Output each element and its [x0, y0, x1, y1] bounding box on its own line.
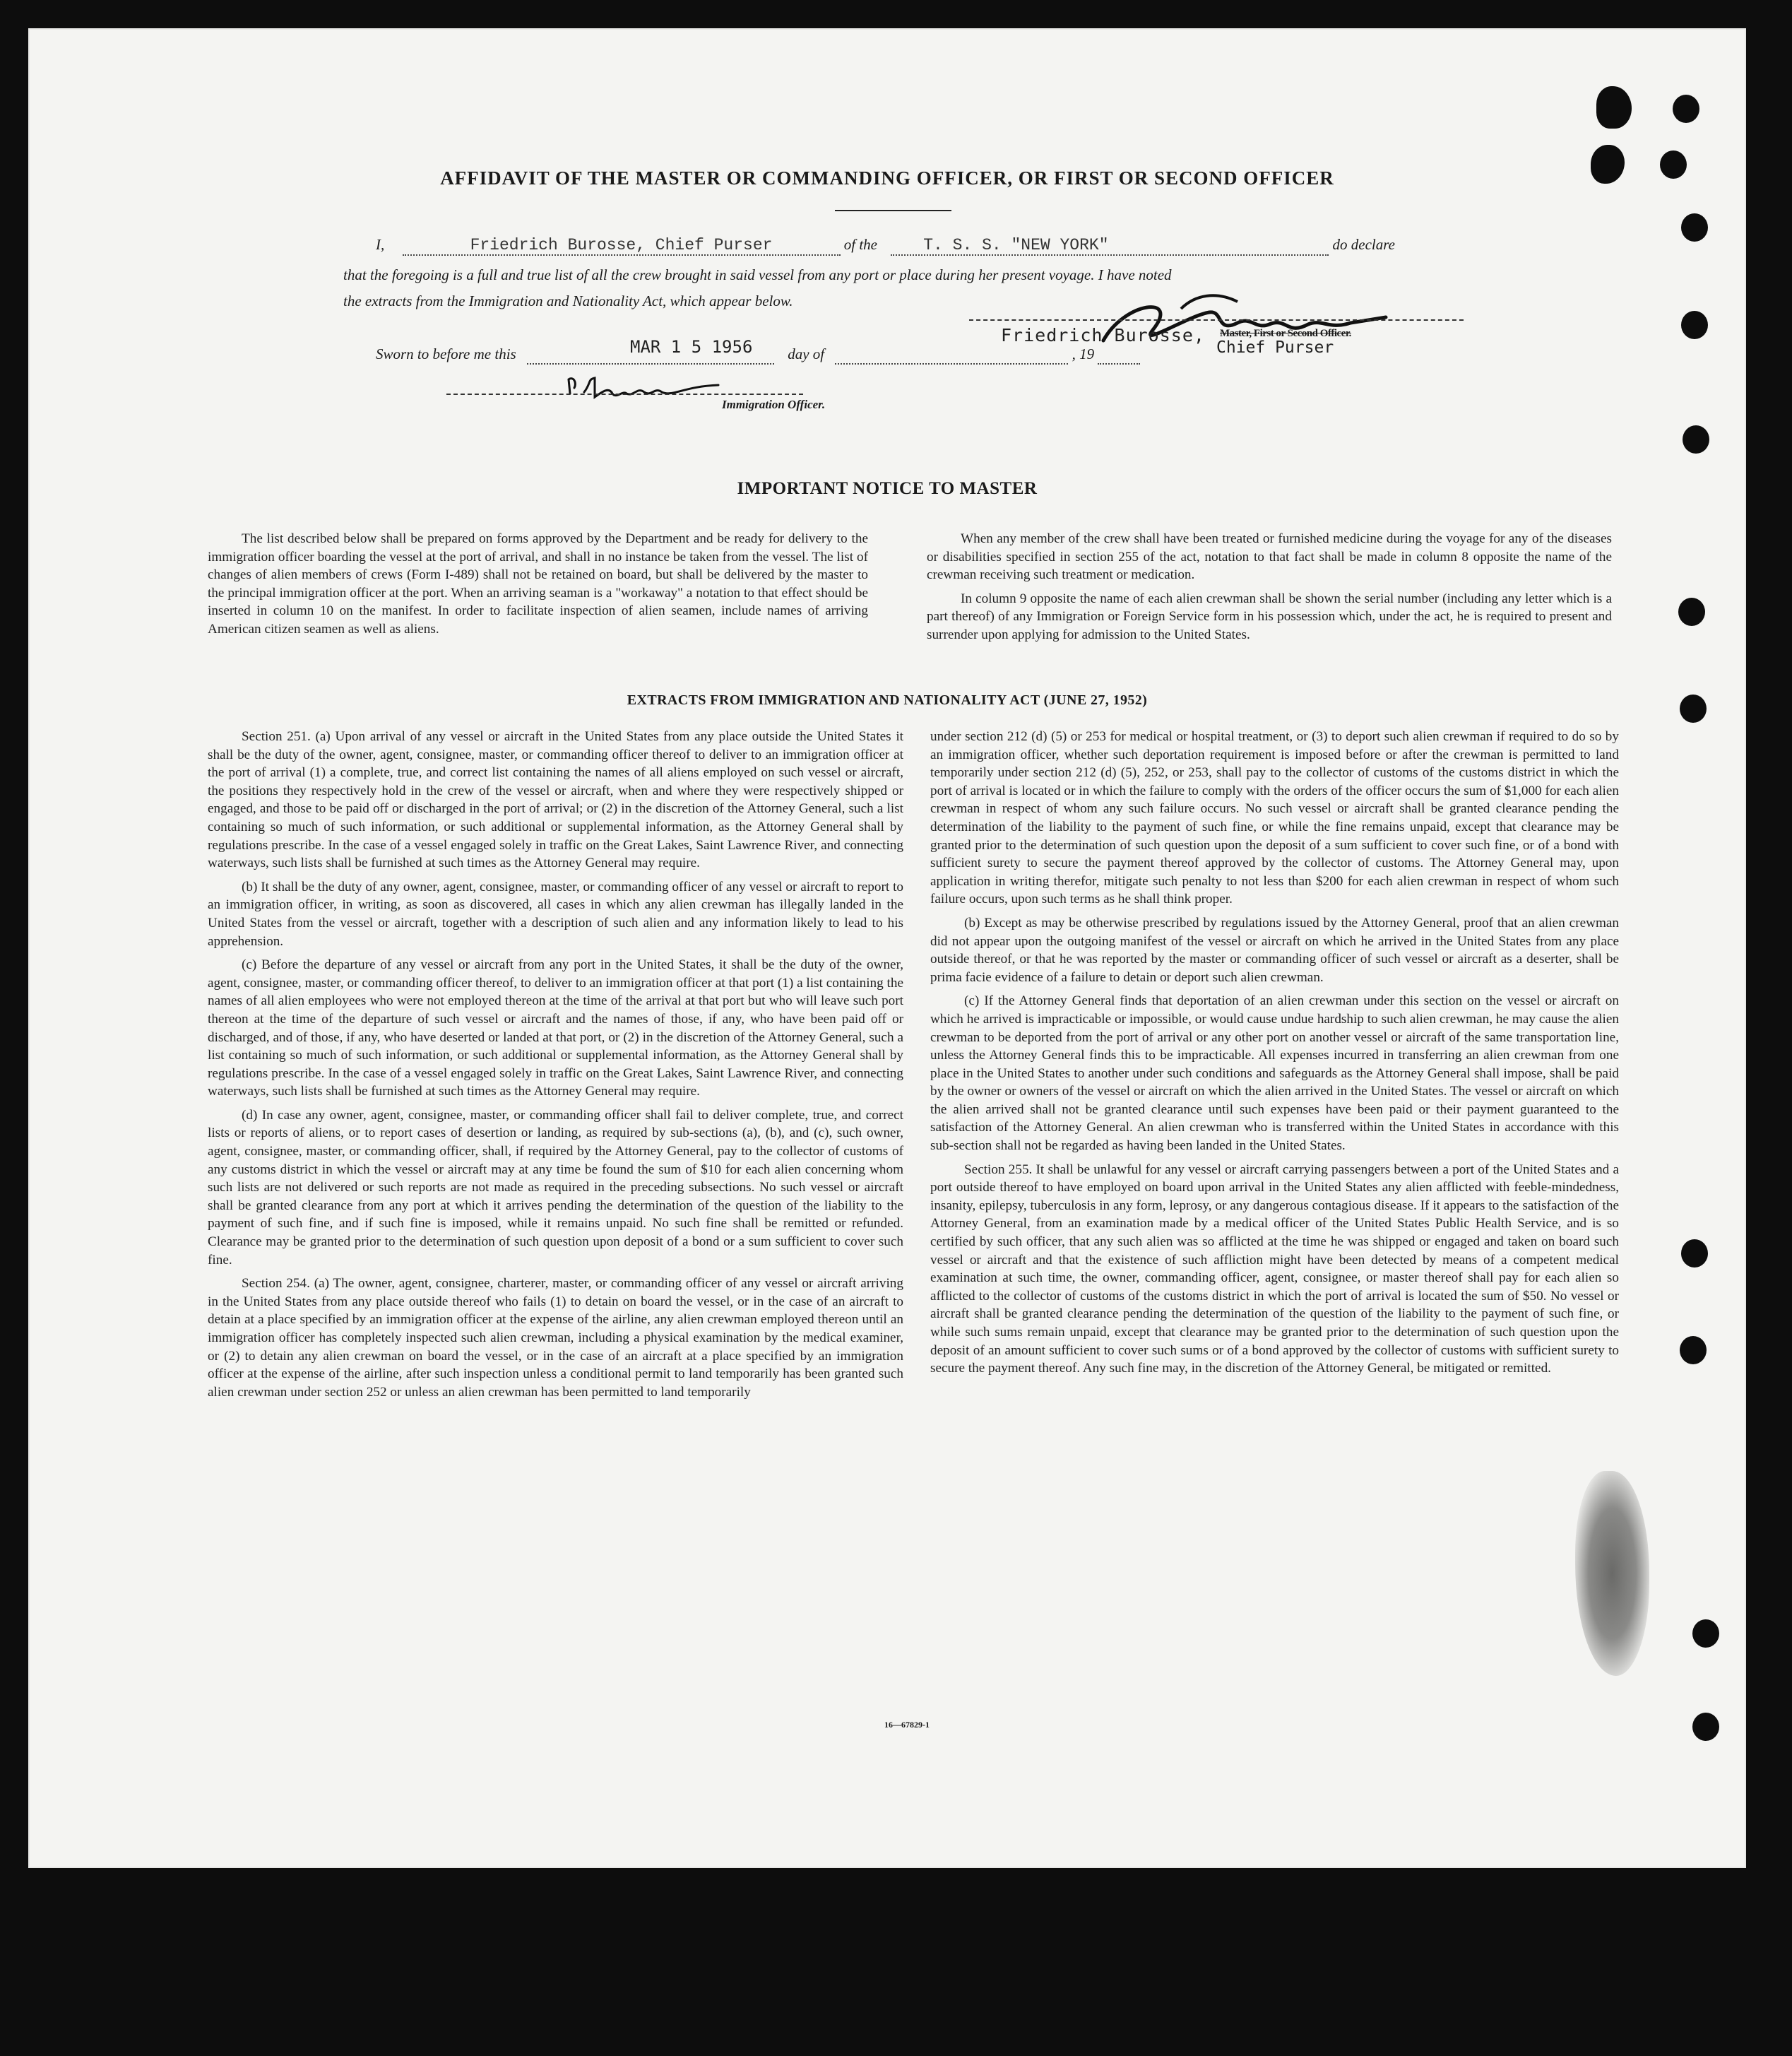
date-stamp: MAR 1 5 1956 [630, 337, 753, 357]
binder-hole-blot-1 [1596, 86, 1632, 129]
section-254a: Section 254. (a) The owner, agent, consignee, charterer, master, or commanding officer of any vessel or aircraft arriving in the United States from any place outside thereof who fails (1) to detain on board the vessel, or in the case of an aircraft to detain at a place specified by an immigration officer at the expense of the airline, any alien crewman employed thereon until an immigration officer has completely inspected such alien crewman, including a physical examination by the medical examiner, or (2) to detain any alien crewman on board the vessel, or in the case of an aircraft at a place specified by an immigration officer at the expense of the airline, after such inspection unless a conditional permit to land temporarily has been granted such alien crewman under section 252 or unless an alien crewman has been permitted to land temporarily [208, 1276, 903, 1400]
of-the-label: of the [843, 236, 877, 253]
section-251c: (c) Before the departure of any vessel or aircraft from any port in the United States, it shall be the duty of the owner, agent, consignee, master, or commanding officer thereof, to deliver to an immigration officer at that port (1) a list containing the names of all alien employees who were not employed thereon at the time of the arrival at that port but who will leave such port thereon at the time of the departure of such vessel or aircraft and the names of those, if any, who have been paid off or discharged, and of those, if any, who have deserted or landed at that port, or (2) in the discretion of the Attorney General, such a list containing so much of such information, or such additional or supplemental information, as the Attorney General shall by regulations prescribe. In the case of a vessel engaged solely in traffic on the Great Lakes, Saint Lawrence River, and connecting waterways, such lists shall be furnished at such times as the Attorney General may require. [208, 957, 903, 1099]
name-field [403, 236, 841, 256]
section-251a: Section 251. (a) Upon arrival of any vessel or aircraft in the United States from any place outside the United States it shall be the duty of the owner, agent, consignee, master, or commanding officer thereof to deliver to an immigration officer at the port of arrival (1) a complete, true, and correct list containing the names of all aliens employed on such vessel or aircraft, the positions they respectively hold in the crew of the vessel or aircraft, when and where they were respectively shipped or engaged, and those to be paid off or discharged in the port of arrival; or (2) in the discretion of the Attorney General, such a list containing so much of such information, or such additional or supplemental information, as the Attorney General shall by regulations prescribe. In the case of a vessel engaged solely in traffic on the Great Lakes, Saint Lawrence River, and connecting waterways, such lists shall be furnished at such times as the Attorney General may require. [208, 729, 903, 871]
signature-line [969, 319, 1464, 321]
binder-hole-10 [1692, 1619, 1719, 1648]
declaration-line-1 [376, 236, 1478, 256]
sworn-label: Sworn to before me this [376, 345, 516, 362]
section-254c: (c) If the Attorney General finds that deportation of an alien crewman under this section on the vessel or aircraft on which he arrived is impracticable or impossible, or would cause undue hardship to such alien crewman, he may cause the alien crewman to be deported from the port of arrival or any other port on another vessel or aircraft of the same transportation line, unless the Attorney General finds this to be impracticable. All expenses incurred in transferring an alien crewman from one place in the United States to another under such conditions and safeguards as the Attorney General shall impose, shall be paid by the owner or owners of the vessel or aircraft on which the alien arrived in the United States. The vessel or aircraft on which the alien arrived shall not be granted clearance until such expenses have been paid or their payment guaranteed to the satisfaction of the Attorney General. An alien crewman who is transferred within the United States in accordance with this sub-section shall not be regarded as having been landed in the United States. [930, 993, 1619, 1154]
i-label: I, [376, 236, 385, 253]
notice-right-column [927, 530, 1612, 650]
form-number: 16—67829-1 [884, 1720, 930, 1730]
typed-signature: Friedrich Burosse, [1001, 325, 1205, 345]
binder-hole-9 [1680, 1336, 1707, 1364]
section-254b: (b) Except as may be otherwise prescribed by regulations issued by the Attorney General, proof that an alien crewman did not appear upon the outgoing manifest of the vessel or aircraft on which he arrived in the United States from any place outside thereof, or that he was reported by the master or commanding officer of such vessel or aircraft as a deserter, shall be prima facie evidence of a failure to detain or deport such alien crewman. [930, 915, 1619, 985]
declaration-line-2: that the foregoing is a full and true list of all the crew brought in said vessel from any port or place during her present voyage. I have noted [343, 266, 1172, 283]
signer-title: Chief Purser [1216, 338, 1334, 357]
binder-hole-8 [1681, 1239, 1708, 1268]
binder-hole-5 [1683, 425, 1709, 454]
notice-right-paragraph-2: In column 9 opposite the name of each alien crewman shall be shown the serial number (including any letter which is a part thereof) of any Immigration or Foreign Service form in his possession which, under the act, he is required to present and surrender upon applying for admission to the United States. [927, 591, 1612, 642]
binder-hole-1 [1673, 95, 1699, 123]
notice-right-paragraph-1: When any member of the crew shall have been treated or furnished medicine during the voyage for any of the diseases or disabilities specified in section 255 of the act, notation to that fact shall be made in column 8 opposite the name of the crewman receiving such treatment or medication. [927, 531, 1612, 583]
affidavit-title: AFFIDAVIT OF THE MASTER OR COMMANDING OFFICER, OR FIRST OR SECOND OFFICER [440, 167, 1334, 189]
extracts-right-column [930, 728, 1619, 1383]
notice-left-paragraph: The list described below shall be prepared on forms approved by the Department and be ready for delivery to the immigration officer boarding the vessel at the port of arrival, and shall in no instance be taken from the vessel. The list of changes of alien members of crews (Form I-489) shall not be retained on board, but shall be delivered by the master to the principal immigration officer at the port. When an arriving seaman is a "workaway" a notation to that effect should be inserted in column 10 on the manifest. In order to facilitate inspection of alien seamen, include names of arriving American citizen seamen as well as aliens. [208, 531, 868, 637]
notice-left-column [208, 530, 868, 644]
vessel-field [891, 236, 1329, 256]
officer-signature [556, 358, 768, 422]
paper-stain [1575, 1471, 1649, 1676]
binder-hole-2 [1660, 150, 1687, 179]
officer-signature-line [446, 394, 803, 395]
struck-title: Master, First or Second Officer. [1220, 328, 1351, 339]
extracts-heading: EXTRACTS FROM IMMIGRATION AND NATIONALITY ACT (JUNE 27, 1952) [627, 692, 1148, 708]
binder-hole-11 [1692, 1713, 1719, 1741]
sworn-month-field [835, 345, 1068, 365]
notice-heading: IMPORTANT NOTICE TO MASTER [737, 479, 1038, 498]
section-251b: (b) It shall be the duty of any owner, agent, consignee, master, or commanding officer of any vessel or aircraft to report to an immigration officer, in writing, as soon as discovered, all cases in which any alien crewman has illegally landed in the United States from the vessel or aircraft, together with a description of such alien and any information likely to lead to his apprehension. [208, 879, 903, 949]
day-of-label: day of [788, 345, 825, 362]
vessel-value: T. S. S. "NEW YORK" [923, 236, 1109, 254]
year-label: , 19 [1072, 345, 1095, 362]
do-declare-label: do declare [1332, 236, 1395, 253]
document-page [30, 30, 1745, 1867]
section-254a-continued: under section 212 (d) (5) or 253 for medical or hospital treatment, or (3) to deport such alien crewman if required to do so by an immigration officer, whether such deportation requirement is imposed before or after the crewman is permitted to land temporarily under section 212 (d) (5), 252, or 253, shall pay to the collector of customs of the customs district in which the port of arrival is located or in which the failure to comply with the orders of the officer occurs the sum of $1,000 for each alien crewman in respect of whom any such failure occurs. No such vessel or aircraft shall be granted clearance pending the determination of the liability to the payment of such fine, or while the fine remains unpaid, except that clearance may be granted prior to the determination of such question upon the deposit of a sum sufficient to cover such fine, or of a bond with sufficient surety to secure the payment thereof approved by the collector of customs. The Attorney General may, upon application in writing therefor, mitigate such penalty to not less than $200 for each alien crewman in respect of whom such failure occurs, upon such terms as he shall think proper. [930, 729, 1619, 907]
binder-hole-3 [1681, 213, 1708, 242]
declaration-line-3: the extracts from the Immigration and Nationality Act, which appear below. [343, 293, 793, 309]
binder-hole-4 [1681, 311, 1708, 339]
binder-hole-7 [1680, 695, 1707, 723]
section-255: Section 255. It shall be unlawful for any vessel or aircraft carrying passengers between a port of the United States and a port outside thereof to have employed on board upon arrival in the United States any alien afflicted with feeble-mindedness, insanity, epilepsy, tuberculosis in any form, leprosy, or any dangerous contagious disease. If it appears to the satisfaction of the Attorney General, from an examination made by a medical officer of the United States Public Health Service, and is so certified by such officer, that any such alien was so afflicted at the time he was shipped or engaged and taken on board such vessel or aircraft and that the existence of such affliction might have been detected by means of a competent medical examination at such time, the owner, commanding officer, agent, consignee, or master thereof shall pay for each alien so afflicted to the collector of customs of the customs district in which the port of arrival is located the sum of $50. No vessel or aircraft shall be granted clearance pending the determination of the question of the liability to the payment of such fine, or while such sums remain unpaid, except that clearance may be granted prior to the determination of such question upon the deposit of an amount sufficient to cover such sums or of a bond approved by the collector of customs with sufficient surety to secure the payment thereof. Any such fine may, in the discretion of the Attorney General, be mitigated or remitted. [930, 1162, 1619, 1376]
name-value: Friedrich Burosse, Chief Purser [470, 236, 773, 254]
binder-hole-6 [1678, 598, 1705, 626]
sworn-year-field [1098, 345, 1140, 365]
title-rule [835, 210, 951, 211]
extracts-left-column [208, 728, 903, 1407]
sworn-line [376, 345, 1195, 365]
section-251d: (d) In case any owner, agent, consignee, master, or commanding officer shall fail to deliver complete, true, and correct lists or reports of aliens, or to report cases of desertion or landing, as required by sub-sections (a), (b), and (c), such owner, agent, consignee, master, or commanding officer, shall, if required by the Attorney General, pay to the collector of customs of any customs district in which the vessel or aircraft may at any time be found the sum of $10 for each alien concerning whom such lists are not delivered or such reports are not made as required in the preceding subsections. No such vessel or aircraft shall be granted clearance from any port at which it arrives pending the determination of the question of the liability to the payment of such fine, and if such fine is imposed, while it remains unpaid. No such fine shall be remitted or refunded. Clearance may be granted prior to the determination of such question upon deposit of a bond or a sum sufficient to cover such fine. [208, 1107, 903, 1268]
immigration-officer-label: Immigration Officer. [722, 398, 826, 411]
